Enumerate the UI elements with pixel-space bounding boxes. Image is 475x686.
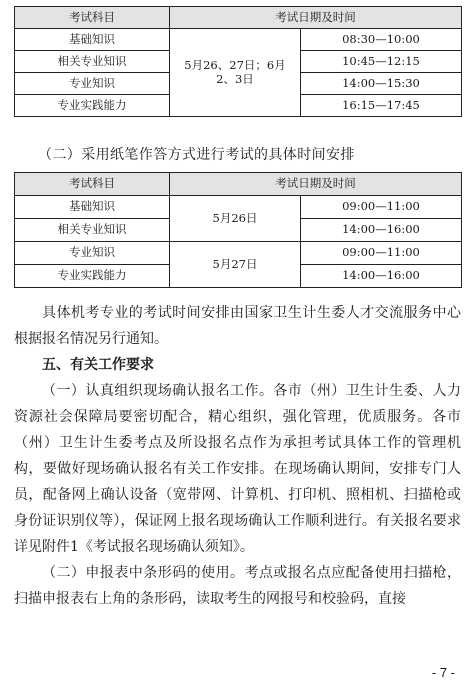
subject-cell: 相关专业知识: [15, 219, 170, 242]
subject-cell: 专业知识: [15, 73, 170, 95]
time-cell: 14:00—15:30: [301, 73, 462, 95]
body-text: [14, 300, 461, 612]
date-cell: 5月27日: [170, 242, 301, 288]
exam-schedule-table-computer: [14, 6, 462, 117]
table-row: [15, 29, 462, 51]
date-cell: 5月26日: [170, 196, 301, 242]
header-date-time: 考试日期及时间: [170, 7, 462, 29]
paragraph-barcode-usage: （二）申报表中条形码的使用。考点或报名点应配备使用扫描枪，扫描申报表右上角的条形码，读取考生的网报号和校验码，直接: [14, 565, 461, 607]
exam-schedule-table-paper: [14, 172, 462, 288]
time-cell: 14:00—16:00: [301, 219, 462, 242]
table-row: [15, 196, 462, 219]
paragraph-machine-exam-note: 具体机考专业的考试时间安排由国家卫生计生委人才交流服务中心根据报名情况另行通知。: [14, 305, 461, 347]
table-header-row: [15, 173, 462, 196]
header-subject: 考试科目: [15, 173, 170, 196]
subject-cell: 相关专业知识: [15, 51, 170, 73]
time-cell: 16:15—17:45: [301, 95, 462, 117]
section-heading-paper-exam: （二）采用纸笔作答方式进行考试的具体时间安排: [38, 147, 355, 163]
header-subject: 考试科目: [15, 7, 170, 29]
date-cell: 5月26、27日；6月2、3日: [170, 29, 301, 117]
subject-cell: 专业实践能力: [15, 95, 170, 117]
paragraph-registration-confirmation: （一）认真组织现场确认报名工作。各市（州）卫生计生委、人力资源社会保障局要密切配合，精心组织，强化管理，优质服务。各市（州）卫生计生委考点及所设报名点作为承担考试具体工作的管理机构，要做好现场确认报名有关工作安排。在现场确认期间，安排专门人员，配备网上确认设备（宽带网、计算机、打印机、照相机、扫描枪或身份证识别仪等），保证网上报名现场确认工作顺利进行。有关报名要求详见附件1《考试报名现场确认须知》。: [14, 383, 461, 555]
page-number: - 7 -: [431, 665, 455, 680]
subject-cell: 专业实践能力: [15, 265, 170, 288]
table-header-row: [15, 7, 462, 29]
subject-cell: 专业知识: [15, 242, 170, 265]
header-date-time: 考试日期及时间: [170, 173, 462, 196]
time-cell: 10:45—12:15: [301, 51, 462, 73]
subject-cell: 基础知识: [15, 196, 170, 219]
time-cell: 14:00—16:00: [301, 265, 462, 288]
subject-cell: 基础知识: [15, 29, 170, 51]
time-cell: 08:30—10:00: [301, 29, 462, 51]
time-cell: 09:00—11:00: [301, 242, 462, 265]
table-row: [15, 242, 462, 265]
section-heading-requirements: 五、有关工作要求: [42, 357, 154, 373]
time-cell: 09:00—11:00: [301, 196, 462, 219]
